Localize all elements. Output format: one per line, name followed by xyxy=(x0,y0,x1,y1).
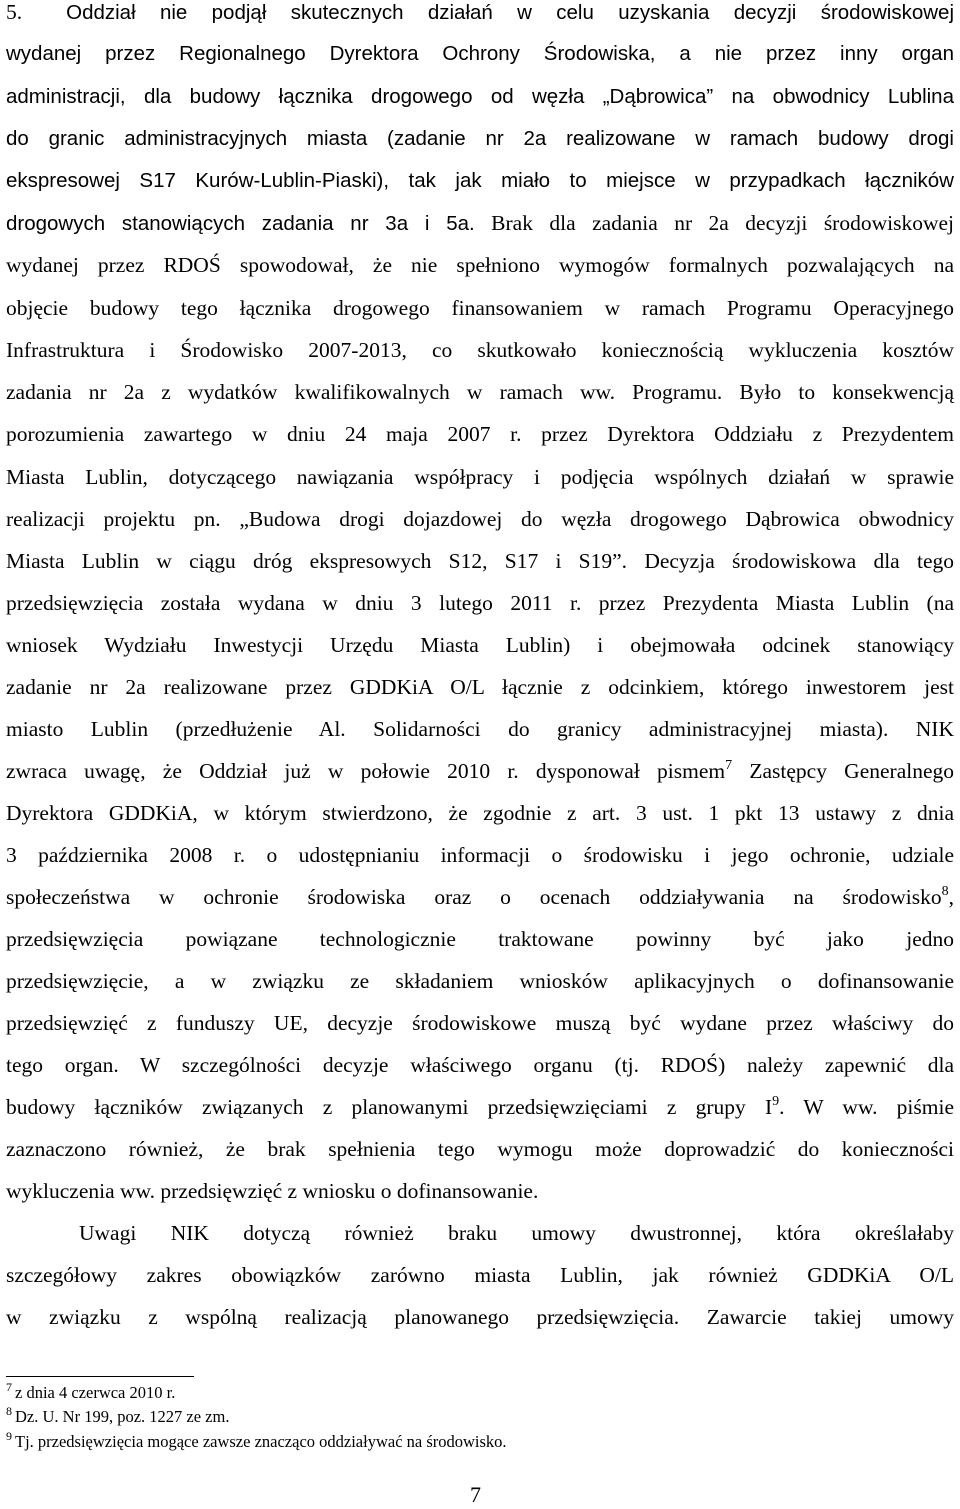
line-text: zadania nr 2a z wydatków kwalifikowalnych w ramach ww. Programu. Było to konsekwencją xyxy=(6,380,954,404)
text-line xyxy=(6,624,954,666)
line-text: przedsięwzięć z funduszy UE, decyzje środowiskowe muszą być wydane przez właściwy do xyxy=(6,1011,954,1035)
line-text: wniosek Wydziału Inwestycji Urzędu Miasta Lublin) i obejmowała odcinek stanowiący xyxy=(6,633,954,657)
line-text: budowy łączników związanych z planowanymi przedsięwzięciami z grupy I xyxy=(6,1095,773,1119)
text-line xyxy=(6,1254,954,1296)
line-text: realizacji projektu pn. „Budowa drogi dojazdowej do węzła drogowego Dąbrowica obwodnicy xyxy=(6,507,954,531)
line-text: administracji, dla budowy łącznika drogowego od węzła „Dąbrowica” na obwodnicy Lublina xyxy=(6,85,954,108)
text-line xyxy=(6,876,954,918)
text-line xyxy=(6,1170,954,1212)
footnote-reference[interactable]: 7 xyxy=(725,758,733,773)
text-line xyxy=(6,834,954,876)
footnote-text: z dnia 4 czerwca 2010 r. xyxy=(15,1383,176,1402)
footnote-reference[interactable]: 9 xyxy=(772,1094,780,1109)
text-line xyxy=(6,287,954,329)
text-line xyxy=(6,76,954,118)
text-line xyxy=(6,1086,954,1128)
footnote-reference[interactable]: 8 xyxy=(941,884,949,899)
footnote xyxy=(6,1380,176,1403)
text-line xyxy=(6,456,954,498)
line-text: Oddział nie podjął skutecznych działań w celu uzyskania decyzji środowiskowej xyxy=(66,1,954,24)
line-text: 3 października 2008 r. o udostępnianiu informacji o środowisku i jego ochronie, udziale xyxy=(6,843,954,867)
line-text: wykluczenia ww. przedsięwzięć z wniosku o dofinansowanie. xyxy=(6,1179,539,1203)
line-text: tego organ. W szczególności decyzje właściwego organu (tj. RDOŚ) należy zapewnić dla xyxy=(6,1053,954,1077)
line-text: w związku z wspólną realizacją planowanego przedsięwzięcia. Zawarcie takiej umowy xyxy=(6,1305,954,1329)
line-text: ekspresowej S17 Kurów-Lublin-Piaski), tak jak miało to miejsce w przypadkach łączników xyxy=(6,169,954,192)
text-line xyxy=(6,540,954,582)
line-text: społeczeństwa w ochronie środowiska oraz o ocenach oddziaływania na środowisko xyxy=(6,885,942,909)
line-text: drogowych stanowiących zadania nr 3a i 5a. xyxy=(6,212,475,235)
text-line xyxy=(6,329,954,371)
line-text: Miasta Lublin, dotyczącego nawiązania współpracy i podjęcia wspólnych działań w sprawie xyxy=(6,465,954,489)
text-line xyxy=(6,413,954,455)
line-text: Zastępcy Generalnego xyxy=(732,759,955,783)
footnote xyxy=(6,1429,507,1452)
page-number: 7 xyxy=(470,1482,481,1507)
text-line xyxy=(6,0,954,33)
line-text: miasto Lublin (przedłużenie Al. Solidarności do granicy administracyjnej miasta). NIK xyxy=(6,717,954,741)
text-line xyxy=(6,1044,954,1086)
text-line xyxy=(6,244,954,286)
line-text: wydanej przez RDOŚ spowodował, że nie spełniono wymogów formalnych pozwalających na xyxy=(6,253,954,277)
line-text: Miasta Lublin w ciągu dróg ekspresowych S12, S17 i S19”. Decyzja środowiskowa dla tego xyxy=(6,549,954,573)
line-text: przedsięwzięcia została wydana w dniu 3 lutego 2011 r. przez Prezydenta Miasta Lublin (na xyxy=(6,591,954,615)
line-text: porozumienia zawartego w dniu 24 maja 2007 r. przez Dyrektora Oddziału z Prezydentem xyxy=(6,422,954,446)
line-text: zadanie nr 2a realizowane przez GDDKiA O/L łącznie z odcinkiem, którego inwestorem jest xyxy=(6,675,954,699)
text-line xyxy=(6,33,954,75)
line-text: Dyrektora GDDKiA, w którym stwierdzono, że zgodnie z art. 3 ust. 1 pkt 13 ustawy z dnia xyxy=(6,801,954,825)
line-text: objęcie budowy tego łącznika drogowego finansowaniem w ramach Programu Operacyjnego xyxy=(6,296,954,320)
line-text: . W ww. piśmie xyxy=(779,1095,954,1119)
line-text: Uwagi NIK dotyczą również braku umowy dwustronnej, która określałaby xyxy=(79,1221,954,1245)
text-line xyxy=(6,918,954,960)
footnote-number: 7 xyxy=(6,1380,12,1394)
text-line xyxy=(6,1002,954,1044)
text-line xyxy=(6,582,954,624)
footnote-text: Dz. U. Nr 199, poz. 1227 ze zm. xyxy=(15,1407,230,1426)
text-line xyxy=(6,1296,954,1338)
text-line xyxy=(6,792,954,834)
line-text: wydanej przez Regionalnego Dyrektora Ochrony Środowiska, a nie przez inny organ xyxy=(6,42,954,65)
text-line xyxy=(6,160,954,202)
text-line xyxy=(6,666,954,708)
line-text: zwraca uwagę, że Oddział już w połowie 2010 r. dysponował pismem xyxy=(6,759,726,783)
text-line xyxy=(6,202,954,244)
line-text: przedsięwzięcia powiązane technologicznie traktowane powinny być jako jedno xyxy=(6,927,954,951)
footnote-number: 8 xyxy=(6,1404,12,1418)
line-text: , xyxy=(948,885,954,909)
line-text: przedsięwzięcie, a w związku ze składaniem wniosków aplikacyjnych o dofinansowanie xyxy=(6,969,954,993)
footnote xyxy=(6,1404,230,1427)
text-line xyxy=(6,708,954,750)
list-number: 5. xyxy=(6,0,23,24)
text-line xyxy=(79,1212,954,1254)
text-line xyxy=(6,371,954,413)
line-text: do granic administracyjnych miasta (zadanie nr 2a realizowane w ramach budowy drogi xyxy=(6,127,954,150)
footnote-text: Tj. przedsięwzięcia mogące zawsze znacząco oddziaływać na środowisko. xyxy=(15,1432,507,1451)
line-text: Brak dla zadania nr 2a decyzji środowiskowej xyxy=(491,211,955,235)
text-line xyxy=(6,118,954,160)
text-line xyxy=(6,750,954,792)
footnote-number: 9 xyxy=(6,1429,12,1443)
text-line xyxy=(6,498,954,540)
text-line xyxy=(6,1128,954,1170)
line-text: szczegółowy zakres obowiązków zarówno miasta Lublin, jak również GDDKiA O/L xyxy=(6,1263,954,1287)
line-text: zaznaczono również, że brak spełnienia tego wymogu może doprowadzić do konieczności xyxy=(6,1137,954,1161)
footnote-separator xyxy=(6,1376,194,1377)
line-text: Infrastruktura i Środowisko 2007-2013, co skutkowało koniecznością wykluczenia kosztów xyxy=(6,338,954,362)
text-line xyxy=(6,960,954,1002)
